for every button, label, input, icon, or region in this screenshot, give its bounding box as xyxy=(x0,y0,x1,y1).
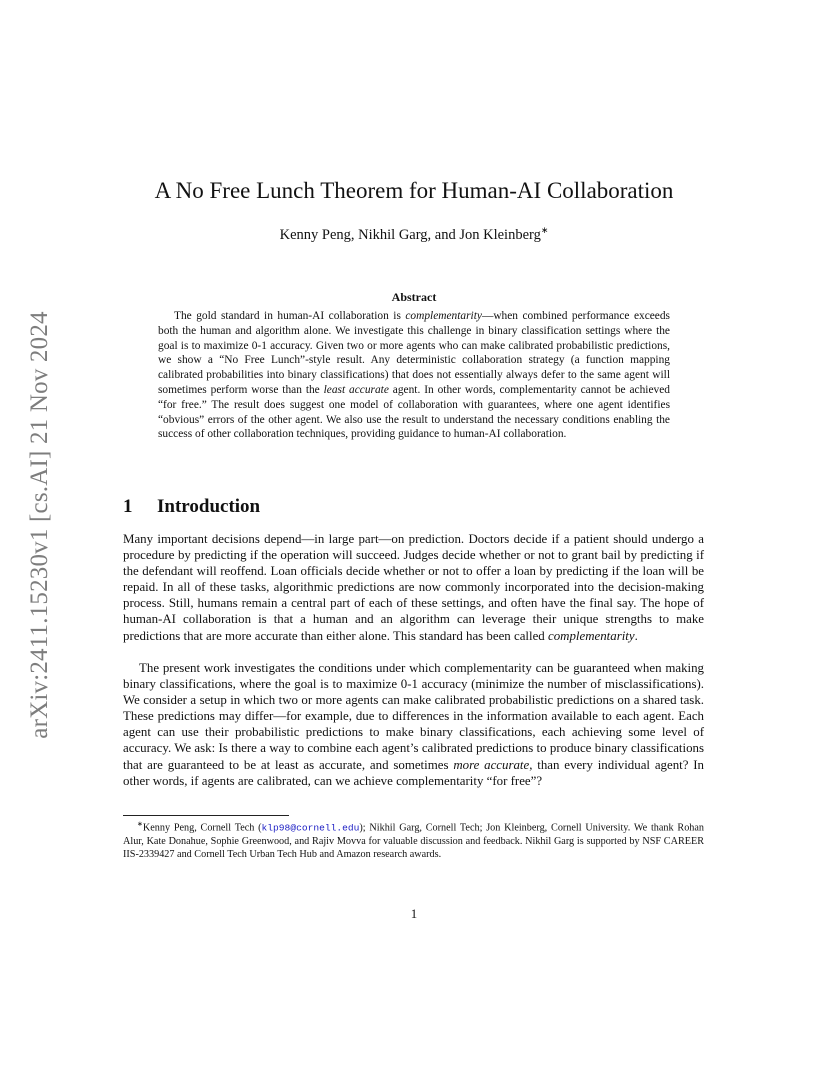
paper-title: A No Free Lunch Theorem for Human-AI Collaboration xyxy=(154,178,674,203)
footnote xyxy=(123,818,704,861)
footnote-text: Kenny Peng, Cornell Tech ( xyxy=(142,822,262,834)
arxiv-identifier: arXiv:2411.15230v1 [cs.AI] 21 Nov 2024 xyxy=(26,311,53,739)
paragraph-text: The present work investigates the conditions under which complementarity can be guaranteed when making binary classifications, where the goal is to maximize 0-1 accuracy (minimize the number of misclassifications). We consider a setup in which two or more agents can make calibrated probabilistic predictions on a shared task. These predictions may differ—for example, due to differences in the information available to each agent. Each agent can use their probabilistic predictions to make binary classifications, each achieving some level of accuracy. We ask: Is there a way to combine each agent’s calibrated predictions to produce binary classifications that are guaranteed to be at least as accurate, and sometimes xyxy=(123,661,704,772)
abstract-emphasis: complementarity xyxy=(405,310,482,322)
footnote-mark: ∗ xyxy=(137,820,143,828)
abstract-text: —when combined performance exceeds both the human and algorithm alone. We investigate this challenge in binary classification settings where the goal is to maximize 0-1 accuracy. Given two or more agents who can make calibrated probabilistic predictions, we show a “No Free Lunch”-style result. Any deterministic collaboration strategy (a function mapping calibrated probabilities into binary classifications) that does not essentially always defer to the same agent will sometimes perform worse than the xyxy=(158,310,670,396)
arxiv-sidebar-stamp xyxy=(22,290,58,760)
paragraph-text: . xyxy=(634,628,638,643)
paragraph-text: , than every individual agent? In other words, if agents are calibrated, can we achieve complementarity “for free”? xyxy=(123,757,705,788)
paragraph-emphasis: more accurate xyxy=(453,757,530,772)
abstract-body xyxy=(158,309,670,442)
footnote-text: ); Nikhil Garg, Cornell Tech; Jon Kleinberg, Cornell University. We thank Rohan Alur, Kate Donahue, Sophie Greenwood, and Rajiv Movva for valuable discussion and feedback. Nikhil Garg is supported by NSF CAREER IIS-2339427 and Cornell Tech Urban Tech Hub and Amazon research awards. xyxy=(123,822,704,860)
section-title: Introduction xyxy=(157,496,261,517)
section-heading xyxy=(123,496,260,518)
footnote-rule xyxy=(123,815,289,816)
intro-paragraph-1 xyxy=(123,531,704,644)
abstract-text: agent. In other words, complementarity cannot be achieved “for free.” The result does suggest one model of collaboration with guarantees, where one agent identifies “obvious” errors of the other agent. We also use the result to understand the necessary conditions enabling the success of other collaboration techniques, providing guidance to human-AI collaboration. xyxy=(158,383,670,441)
email-link[interactable]: klp98@cornell.edu xyxy=(261,822,360,834)
abstract-emphasis: least accurate xyxy=(323,383,389,396)
author-line xyxy=(0,225,828,244)
abstract-heading: Abstract xyxy=(391,290,437,304)
author-footnote-mark: ∗ xyxy=(540,225,549,235)
author-names: Kenny Peng, Nikhil Garg, and Jon Kleinberg xyxy=(279,226,541,243)
paragraph-emphasis: complementarity xyxy=(547,628,635,643)
paragraph-text: Many important decisions depend—in large part—on prediction. Doctors decide if a patient should undergo a procedure by predicting if the operation will succeed. Judges decide whether or not to grant bail by predicting if the defendant will reoffend. Loan officials decide whether or not to offer a loan by predicting if the loan will be repaid. In all of these tasks, algorithmic predictions are now commonly incorporated into the decision-making process. Still, humans remain a central part of each of these settings, and often have the final say. The hope of human-AI collaboration is that a human and an algorithm can leverage their unique strengths to make predictions that are more accurate than either alone. This standard has been called xyxy=(123,532,704,643)
page-number: 1 xyxy=(410,907,418,921)
intro-paragraph-2 xyxy=(123,660,704,789)
abstract-text: The gold standard in human-AI collaboration is xyxy=(174,310,406,322)
section-number: 1 xyxy=(123,496,133,517)
